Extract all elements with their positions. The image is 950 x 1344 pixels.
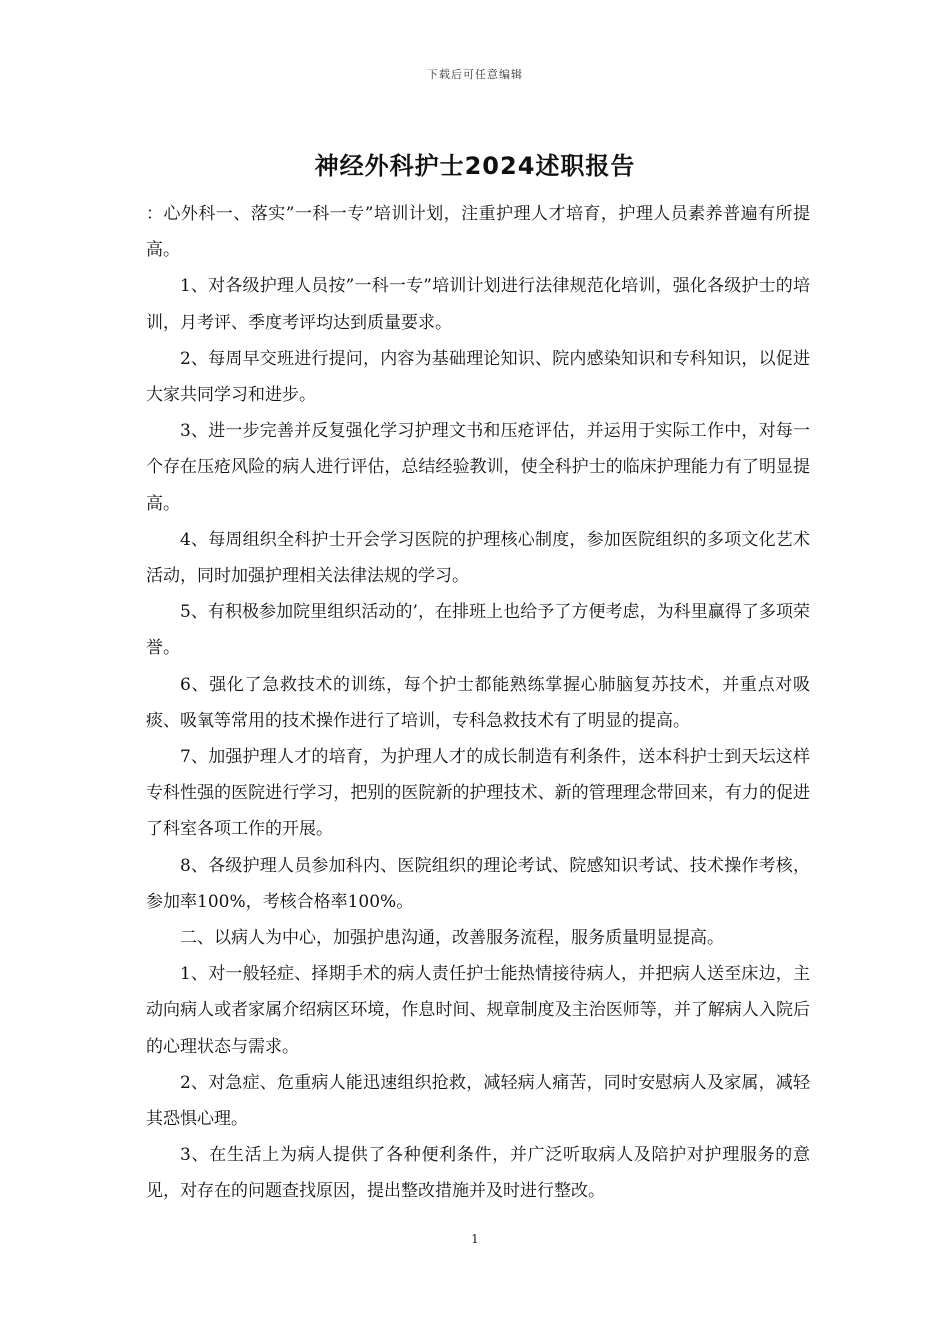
paragraph: 2、每周早交班进行提问，内容为基础理论知识、院内感染知识和专科知识，以促进大家共同学习和进步。 [146,348,810,406]
paragraph: 8、各级护理人员参加科内、医院组织的理论考试、院感知识考试、技术操作考核，参加率100%，考核合格率100%。 [146,855,810,912]
document-title: 神经外科护士2024述职报告 [314,152,636,180]
header-note: 下载后可任意编辑 [427,68,523,81]
paragraph: 1、对一般轻症、择期手术的病人责任护士能热情接待病人，并把病人送至床边，主动向病人或者家属介绍病区环境，作息时间、规章制度及主治医师等，并了解病人入院后的心理状态与需求。 [146,964,810,1057]
paragraph: 5、有积极参加院里组织活动的’，在排班上也给予了方便考虑，为科里赢得了多项荣誉。 [146,602,810,659]
paragraph: 4、每周组织全科护士开会学习医院的护理核心制度，参加医院组织的多项文化艺术活动，同时加强护理相关法律法规的学习。 [146,529,810,587]
paragraph: 1、对各级护理人员按”一科一专”培训计划进行法律规范化培训，强化各级护士的培训，月考评、季度考评均达到质量要求。 [146,276,810,333]
paragraph: 3、在生活上为病人提供了各种便利条件，并广泛听取病人及陪护对护理服务的意见，对存在的问题查找原因，提出整改措施并及时进行整改。 [146,1145,810,1202]
paragraph-intro: ：心外科一、落实”一科一专”培训计划，注重护理人才培育，护理人员素养普遍有所提高。 [146,204,810,261]
paragraph: 3、进一步完善并反复强化学习护理文书和压疮评估，并运用于实际工作中，对每一个存在压疮风险的病人进行评估，总结经验教训，使全科护士的临床护理能力有了明显提高。 [146,421,810,514]
document-body [146,196,810,1210]
paragraph: 7、加强护理人才的培育，为护理人才的成长制造有利条件，送本科护士到天坛这样专科性强的医院进行学习，把别的医院新的护理技术、新的管理理念带回来，有力的促进了科室各项工作的开展。 [146,747,810,840]
paragraph: 6、强化了急救技术的训练，每个护士都能熟练掌握心肺脑复苏技术，并重点对吸痰、吸氧等常用的技术操作进行了培训，专科急救技术有了明显的提高。 [146,674,810,731]
page-number: 1 [471,1232,479,1246]
section-heading: 二、以病人为中心，加强护患沟通，改善服务流程，服务质量明显提高。 [180,928,724,949]
paragraph: 2、对急症、危重病人能迅速组织抢救，减轻病人痛苦，同时安慰病人及家属，减轻其恐惧心理。 [146,1072,810,1130]
